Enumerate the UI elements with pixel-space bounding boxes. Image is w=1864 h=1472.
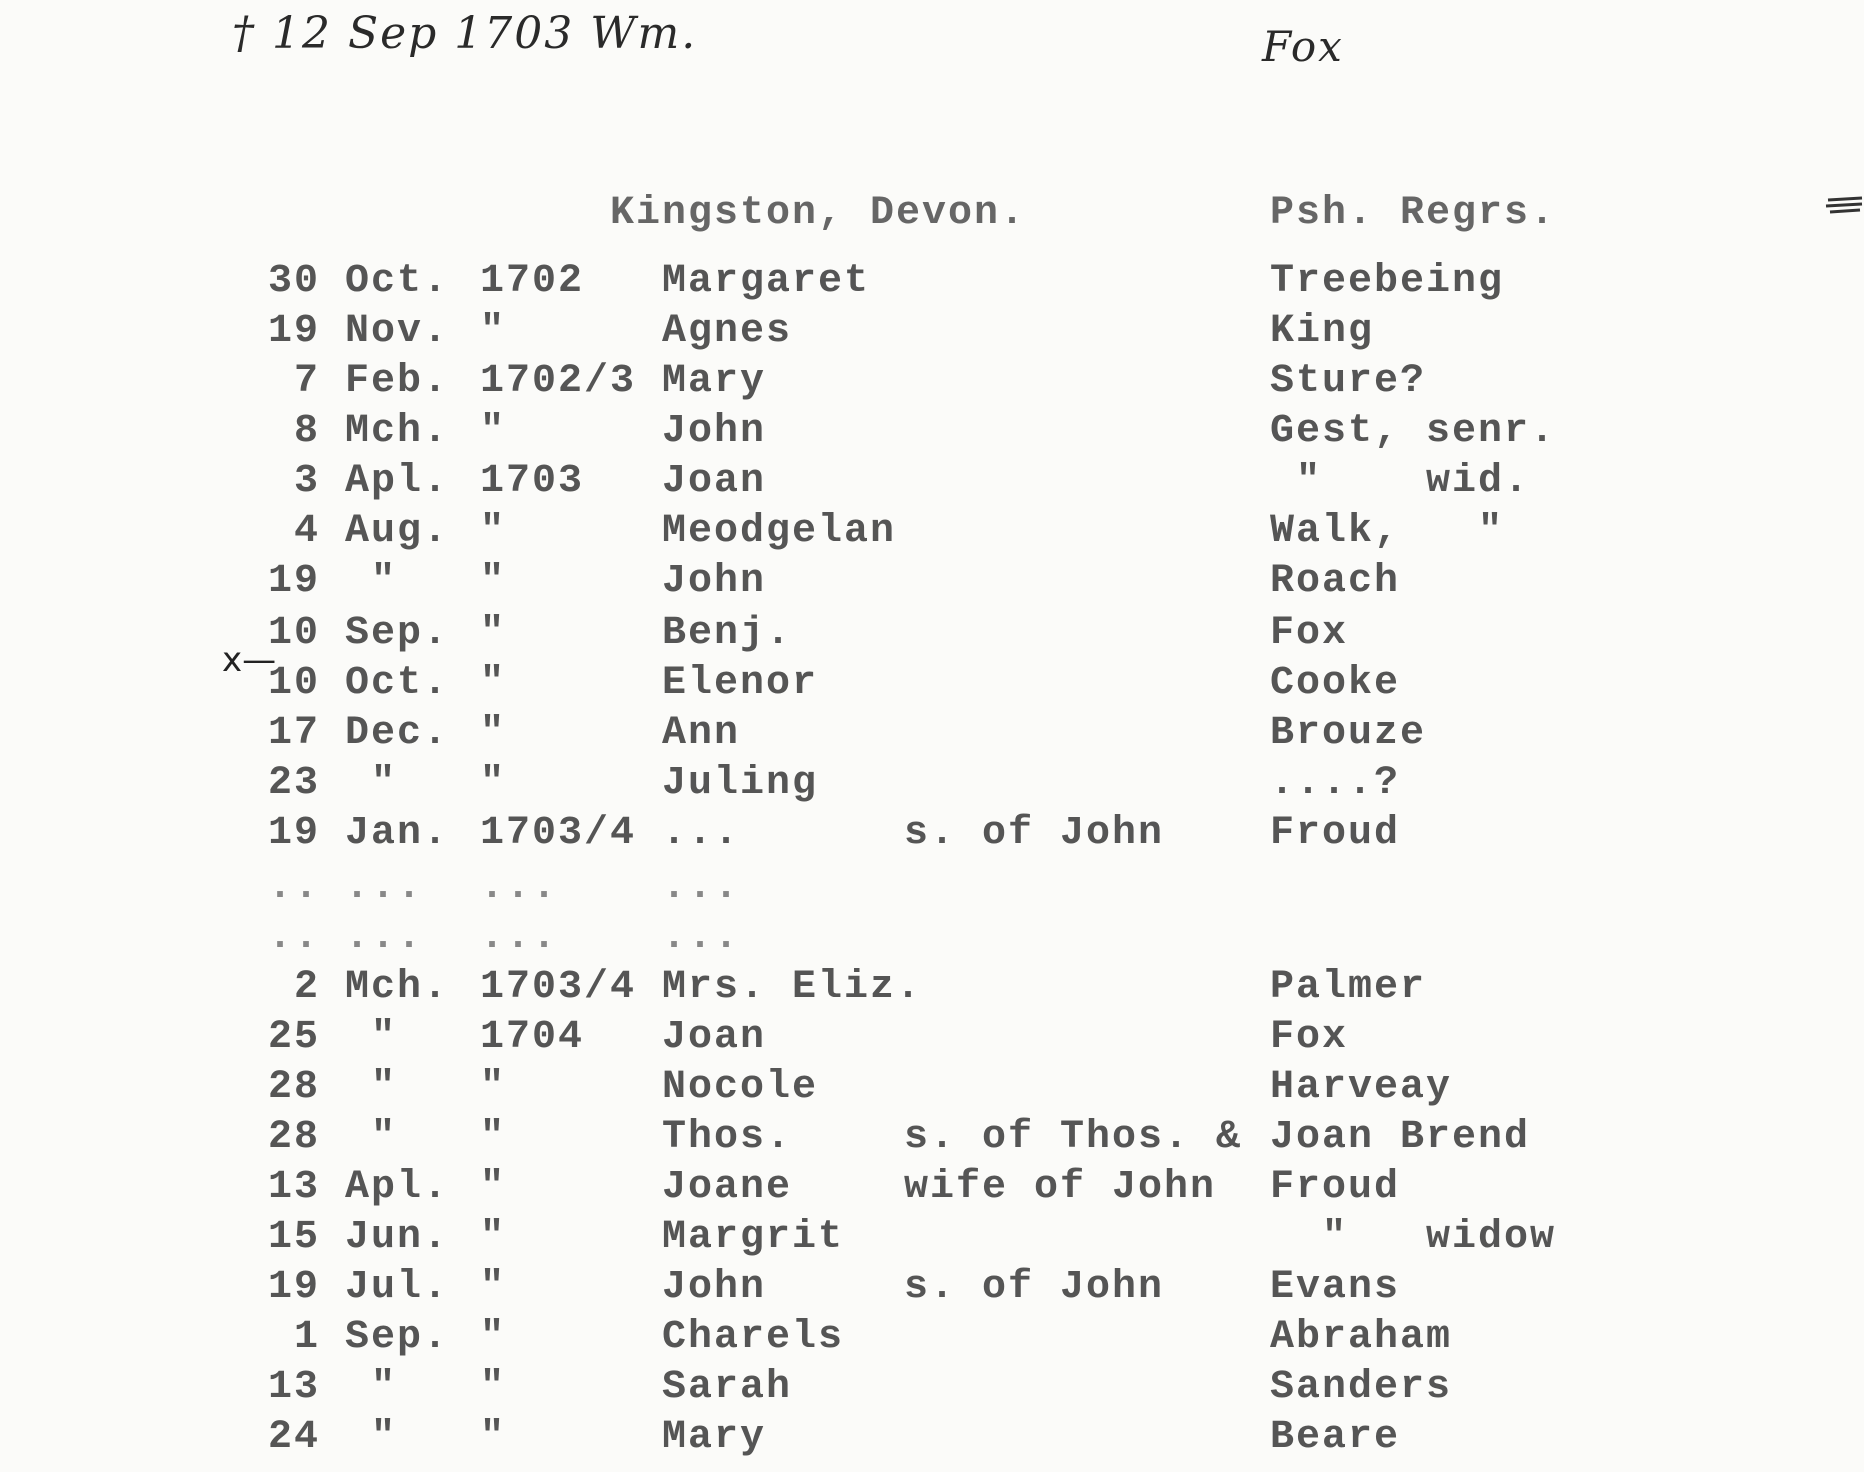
register-row: [0, 459, 1864, 512]
entry-month: ": [345, 761, 398, 806]
entry-year: 1704: [480, 1015, 585, 1060]
entry-surname: " widow: [1270, 1215, 1557, 1260]
entry-forename: Joan: [662, 1015, 767, 1060]
register-row: [0, 409, 1864, 462]
entry-surname: ....?: [1270, 761, 1401, 806]
entry-month: ": [345, 1365, 398, 1410]
entry-surname: Sture?: [1270, 359, 1427, 404]
entry-year: ": [480, 761, 507, 806]
entry-surname: Beare: [1270, 1415, 1401, 1460]
entry-day: 28: [267, 1065, 320, 1110]
entry-forename: Margaret: [662, 259, 871, 304]
entry-year: ": [480, 559, 507, 604]
entry-year: ": [480, 1415, 507, 1460]
entry-day: 30: [267, 259, 320, 304]
register-row: [0, 559, 1864, 612]
entry-surname: " wid.: [1270, 459, 1531, 504]
entry-month: Aug.: [345, 509, 450, 554]
entry-month: ": [345, 1115, 398, 1160]
entry-day: 10: [267, 611, 320, 656]
entry-surname: Treebeing: [1270, 259, 1505, 304]
entry-surname: Brouze: [1270, 711, 1427, 756]
entry-forename: John: [662, 559, 767, 604]
entry-forename: Joan: [662, 459, 767, 504]
entry-year: ": [480, 1315, 507, 1360]
entry-month: ...: [345, 865, 424, 910]
register-row: [0, 1015, 1864, 1068]
entry-day: ..: [267, 915, 320, 960]
register-row: [0, 1065, 1864, 1118]
entry-forename: ...: [662, 811, 741, 856]
register-row: [0, 1265, 1864, 1318]
source-heading: Psh. Regrs.: [1270, 191, 1557, 236]
entry-forename: Margrit: [662, 1215, 845, 1260]
entry-year: 1702/3: [480, 359, 637, 404]
register-row: [0, 1165, 1864, 1218]
entry-year: ...: [480, 915, 559, 960]
entry-month: Apl.: [345, 1165, 450, 1210]
entry-year: 1703: [480, 459, 585, 504]
entry-day: 13: [267, 1365, 320, 1410]
entry-day: 15: [267, 1215, 320, 1260]
entry-surname: Froud: [1270, 811, 1401, 856]
entry-relation: s. of Thos. &: [904, 1115, 1243, 1160]
entry-day: 10: [267, 661, 320, 706]
entry-day: 17: [267, 711, 320, 756]
entry-surname: Joan Brend: [1270, 1115, 1531, 1160]
register-row: [0, 811, 1864, 864]
entry-month: Oct.: [345, 661, 450, 706]
entry-month: ...: [345, 915, 424, 960]
entry-surname: Harveay: [1270, 1065, 1453, 1110]
entry-forename: Mary: [662, 1415, 767, 1460]
entry-month: Feb.: [345, 359, 450, 404]
entry-day: 24: [267, 1415, 320, 1460]
register-row: [0, 711, 1864, 764]
register-row: [0, 509, 1864, 562]
entry-year: ": [480, 1265, 507, 1310]
entry-relation: s. of John: [904, 1265, 1165, 1310]
entry-surname: King: [1270, 309, 1375, 354]
entry-month: ": [345, 1415, 398, 1460]
register-row: [0, 965, 1864, 1018]
entry-surname: Fox: [1270, 1015, 1349, 1060]
entry-year: ": [480, 661, 507, 706]
register-row: [0, 1415, 1864, 1468]
register-row: [0, 1365, 1864, 1418]
entry-day: 19: [267, 1265, 320, 1310]
entry-day: 19: [267, 559, 320, 604]
entry-year: 1703/4: [480, 811, 637, 856]
entry-forename: Nocole: [662, 1065, 819, 1110]
edge-scribble-icon: [1824, 190, 1864, 220]
register-row: [0, 1315, 1864, 1368]
entry-forename: ...: [662, 915, 741, 960]
entry-forename: John: [662, 409, 767, 454]
entry-year: ": [480, 509, 507, 554]
entry-forename: ...: [662, 865, 741, 910]
entry-month: Nov.: [345, 309, 450, 354]
entry-year: ": [480, 1365, 507, 1410]
entry-month: Jun.: [345, 1215, 450, 1260]
register-row: [0, 259, 1864, 312]
entry-day: 8: [293, 409, 320, 454]
entry-forename: Mrs. Eliz.: [662, 965, 923, 1010]
entry-relation: wife of John: [904, 1165, 1217, 1210]
entry-year: ": [480, 711, 507, 756]
entry-forename: Agnes: [662, 309, 793, 354]
entry-day: 19: [267, 309, 320, 354]
margin-arrow-mark: x—: [222, 640, 277, 680]
entry-month: Apl.: [345, 459, 450, 504]
entry-month: Jan.: [345, 811, 450, 856]
entry-year: ": [480, 1065, 507, 1110]
entry-day: ..: [267, 865, 320, 910]
entry-month: Mch.: [345, 409, 450, 454]
entry-surname: Froud: [1270, 1165, 1401, 1210]
entry-month: ": [345, 1065, 398, 1110]
entry-surname: Cooke: [1270, 661, 1401, 706]
entry-month: ": [345, 559, 398, 604]
entry-forename: Benj.: [662, 611, 793, 656]
entry-day: 4: [293, 509, 320, 554]
entry-month: Mch.: [345, 965, 450, 1010]
entry-surname: Abraham: [1270, 1315, 1453, 1360]
entry-surname: Roach: [1270, 559, 1401, 604]
entry-month: Oct.: [345, 259, 450, 304]
entry-surname: Walk, ": [1270, 509, 1505, 554]
entry-year: ": [480, 1215, 507, 1260]
place-heading: Kingston, Devon.: [610, 191, 1027, 236]
entry-year: ": [480, 611, 507, 656]
entry-day: 3: [293, 459, 320, 504]
entry-day: 7: [293, 359, 320, 404]
entry-forename: John: [662, 1265, 767, 1310]
entry-surname: Palmer: [1270, 965, 1427, 1010]
entry-month: ": [345, 1015, 398, 1060]
entry-forename: Charels: [662, 1315, 845, 1360]
entry-surname: Gest, senr.: [1270, 409, 1557, 454]
entry-surname: Fox: [1270, 611, 1349, 656]
entry-month: Jul.: [345, 1265, 450, 1310]
entry-forename: Meodgelan: [662, 509, 897, 554]
entry-year: ": [480, 409, 507, 454]
entry-forename: Elenor: [662, 661, 819, 706]
register-row: [0, 1215, 1864, 1268]
entry-year: 1702: [480, 259, 585, 304]
register-row: [0, 611, 1864, 664]
entry-forename: Sarah: [662, 1365, 793, 1410]
register-row: [0, 359, 1864, 412]
entry-day: 25: [267, 1015, 320, 1060]
entry-year: ": [480, 1115, 507, 1160]
entry-day: 1: [293, 1315, 320, 1360]
entry-year: 1703/4: [480, 965, 637, 1010]
entry-day: 13: [267, 1165, 320, 1210]
entry-forename: Ann: [662, 711, 741, 756]
entry-forename: Joane: [662, 1165, 793, 1210]
entry-day: 19: [267, 811, 320, 856]
entry-relation: s. of John: [904, 811, 1165, 856]
register-row: [0, 761, 1864, 814]
register-row: [0, 309, 1864, 362]
entry-month: Sep.: [345, 1315, 450, 1360]
entry-year: ...: [480, 865, 559, 910]
entry-month: Sep.: [345, 611, 450, 656]
entry-year: ": [480, 309, 507, 354]
handwritten-note-date: † 12 Sep 1703 Wm.: [232, 8, 698, 59]
entry-surname: Sanders: [1270, 1365, 1453, 1410]
entry-surname: Evans: [1270, 1265, 1401, 1310]
register-row: [0, 915, 1864, 968]
entry-forename: Mary: [662, 359, 767, 404]
register-row: [0, 1115, 1864, 1168]
register-row: [0, 865, 1864, 918]
entry-year: ": [480, 1165, 507, 1210]
entry-forename: Thos.: [662, 1115, 793, 1160]
handwritten-note-surname: Fox: [1262, 22, 1344, 71]
entry-day: 23: [267, 761, 320, 806]
entry-day: 28: [267, 1115, 320, 1160]
entry-month: Dec.: [345, 711, 450, 756]
entry-forename: Juling: [662, 761, 819, 806]
entry-day: 2: [293, 965, 320, 1010]
register-row: [0, 661, 1864, 714]
